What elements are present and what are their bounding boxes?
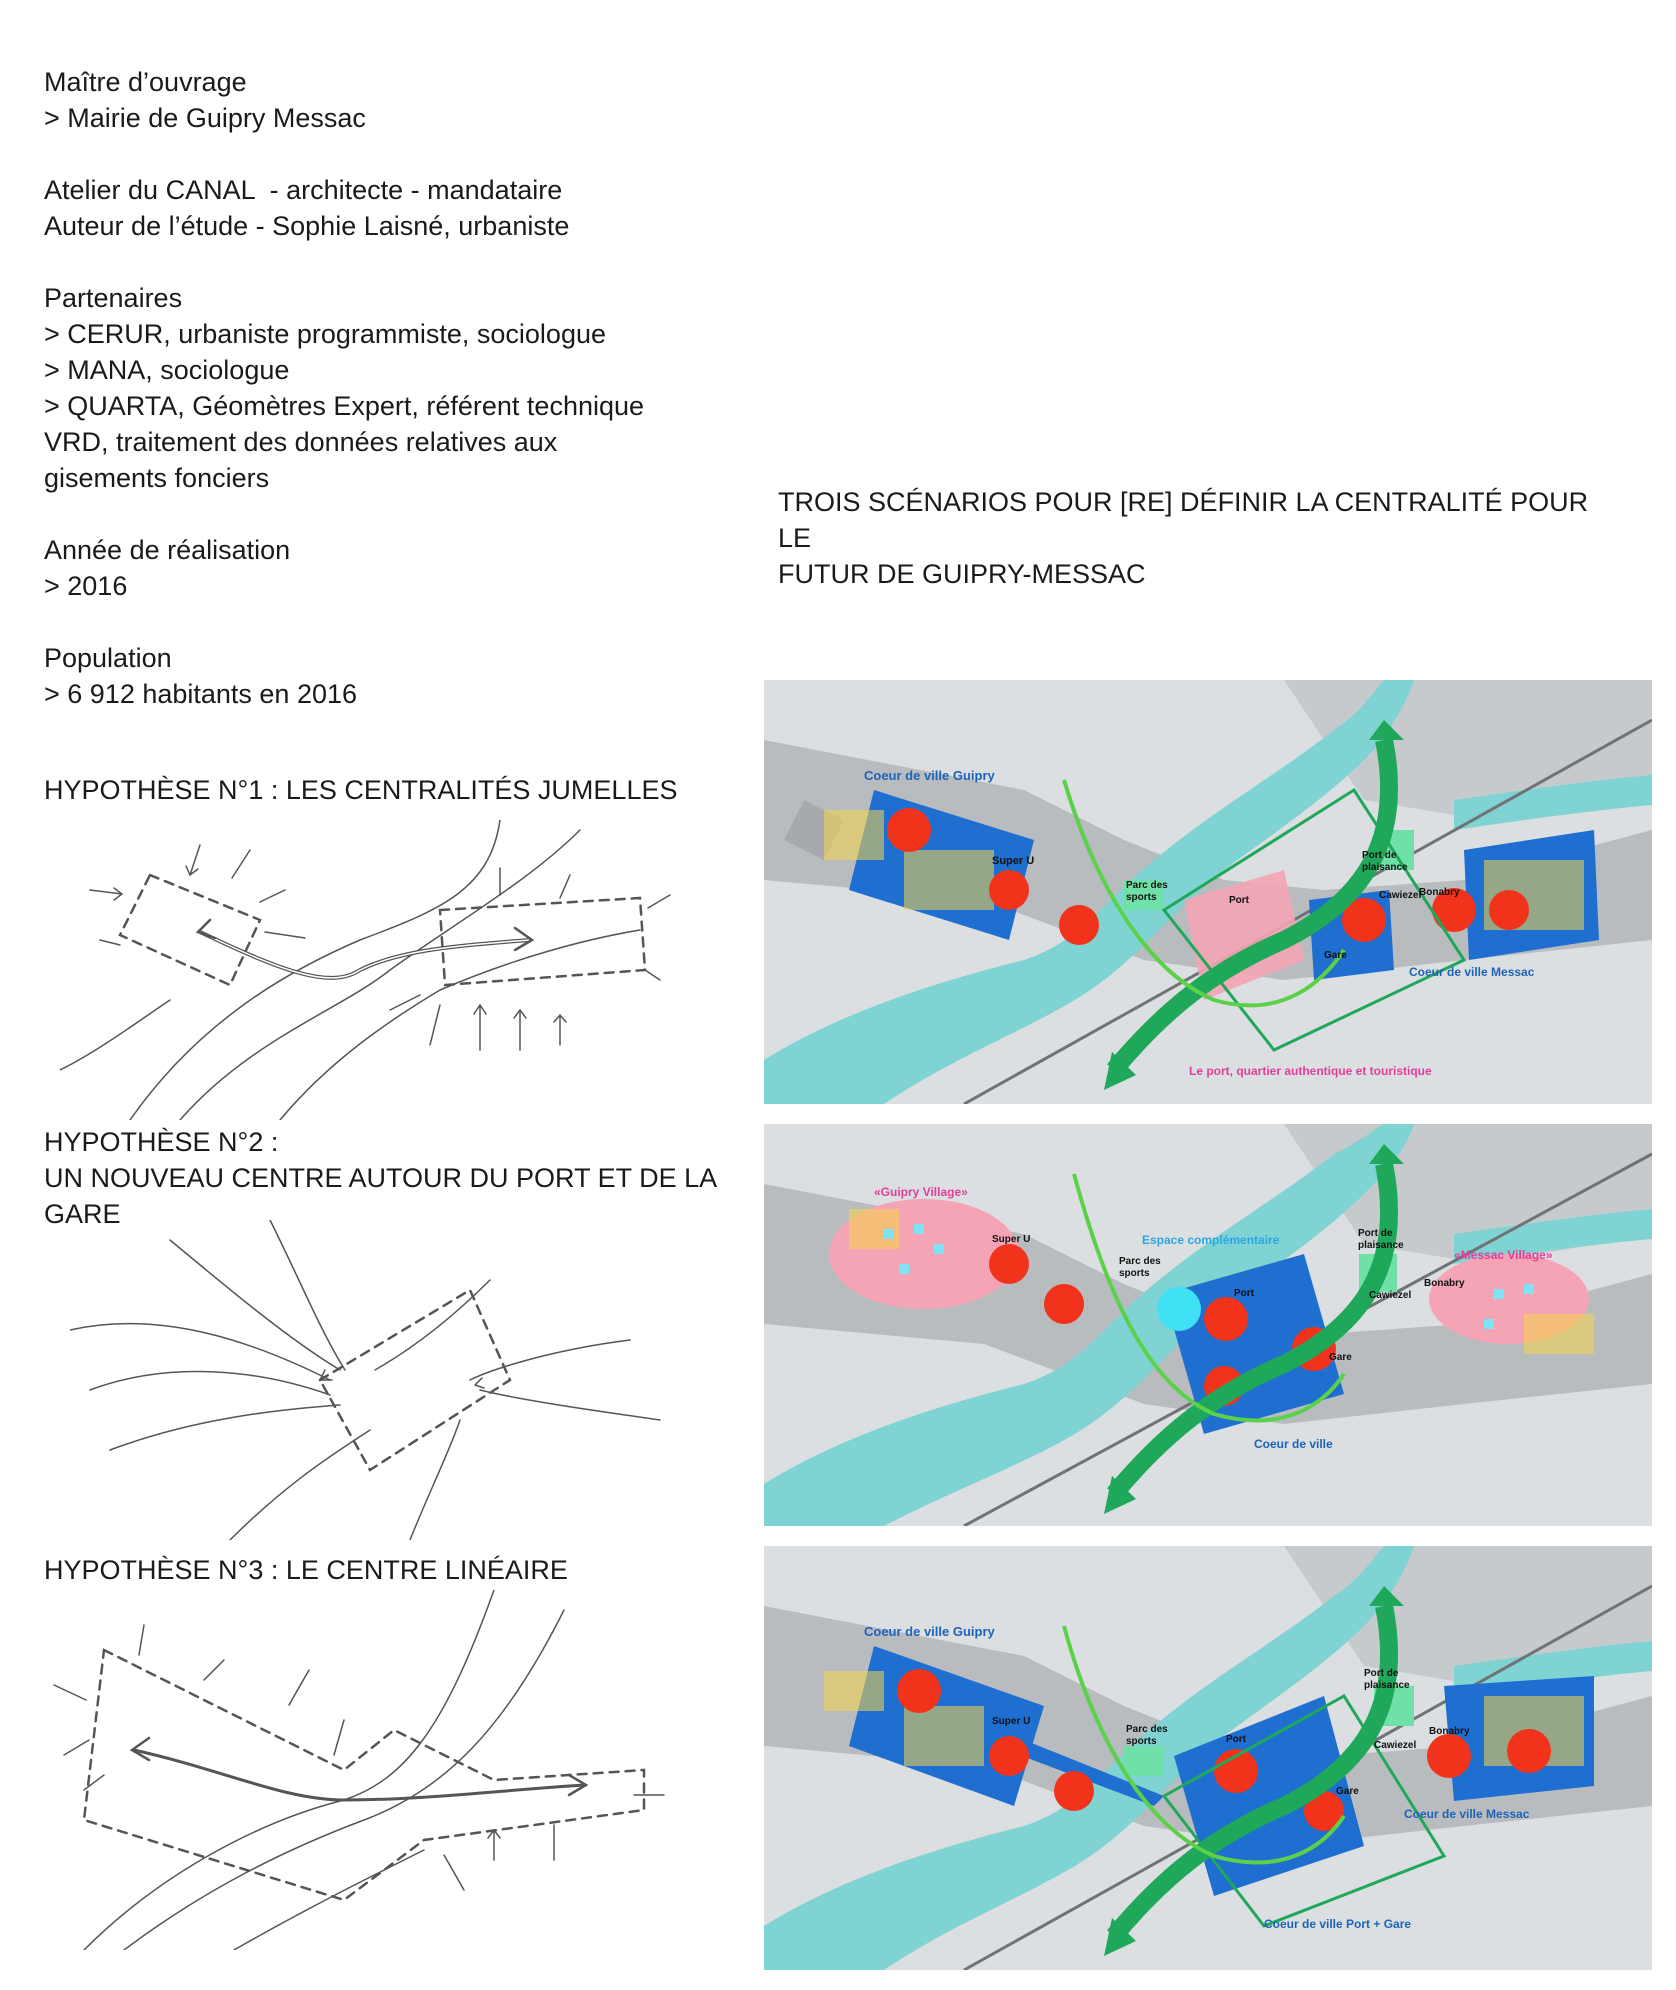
- project-info: [44, 64, 724, 712]
- maitre-value: > Mairie de Guipry Messac: [44, 103, 366, 133]
- map3-label-coeur-port-gare: Coeur de ville Port + Gare: [1264, 1917, 1412, 1931]
- map3-label-bonabry: Bonabry: [1429, 1726, 1470, 1737]
- map2-label-guipry-village: «Guipry Village»: [874, 1185, 968, 1199]
- atelier-line: Atelier du CANAL - architecte - mandataire: [44, 175, 563, 205]
- map1-label-cawiezel: Cawiezel: [1379, 890, 1422, 901]
- annee-value: > 2016: [44, 571, 128, 601]
- map1-label-port-plaisance-1: Port de: [1362, 850, 1397, 861]
- map2-label-port: Port: [1234, 1288, 1254, 1299]
- map-hypothesis-2: [764, 1124, 1652, 1526]
- population-value: > 6 912 habitants en 2016: [44, 679, 358, 709]
- map3-label-port-plaisance-1: Port de: [1364, 1668, 1399, 1679]
- map2-label-gare: Gare: [1329, 1352, 1352, 1363]
- map3-label-parc-2: sports: [1126, 1736, 1157, 1747]
- hypothesis-1-sketch: [60, 820, 680, 1120]
- map3-label-gare: Gare: [1336, 1786, 1359, 1797]
- population-label: Population: [44, 643, 172, 673]
- hypothesis-2-line3: GARE: [44, 1199, 121, 1229]
- hypothesis-1-title: [44, 772, 724, 808]
- map2-label-port-plaisance-2: plaisance: [1358, 1240, 1404, 1251]
- maitre-label: Maître d’ouvrage: [44, 67, 247, 97]
- map-hypothesis-1: [764, 680, 1652, 1104]
- map1-label-bonabry: Bonabry: [1419, 887, 1460, 898]
- hypothesis-3-sketch: [44, 1590, 684, 1950]
- map1-label-port: Port: [1229, 895, 1249, 906]
- map2-label-parc-1: Parc des: [1119, 1256, 1161, 1267]
- partenaire-item: VRD, traitement des données relatives aux: [44, 427, 558, 457]
- map3-label-port: Port: [1226, 1734, 1246, 1745]
- map1-label-quartier: Le port, quartier authentique et touristique: [1189, 1064, 1432, 1078]
- map2-label-coeur-ville: Coeur de ville: [1254, 1437, 1333, 1451]
- map3-label-super-u: Super U: [992, 1716, 1031, 1727]
- partenaire-item: gisements fonciers: [44, 463, 270, 493]
- map2-label-espace: Espace complémentaire: [1142, 1233, 1280, 1247]
- hypothesis-3-line1: HYPOTHÈSE N°3 : LE CENTRE LINÉAIRE: [44, 1555, 568, 1585]
- scenarios-title: [778, 484, 1628, 592]
- map1-label-coeur-guipry: Coeur de ville Guipry: [864, 768, 995, 783]
- map1-label-parc-1: Parc des: [1126, 880, 1168, 891]
- hypothesis-2-line1: HYPOTHÈSE N°2 :: [44, 1127, 279, 1157]
- hypothesis-2-title: [44, 1124, 724, 1232]
- map3-label-coeur-messac: Coeur de ville Messac: [1404, 1807, 1530, 1821]
- map-hypothesis-3: [764, 1546, 1652, 1970]
- partenaire-item: > CERUR, urbaniste programmiste, sociologue: [44, 319, 606, 349]
- map2-label-cawiezel: Cawiezel: [1369, 1290, 1412, 1301]
- map2-label-port-plaisance-1: Port de: [1358, 1228, 1393, 1239]
- map2-label-messac-village: «Messac Village»: [1454, 1248, 1553, 1262]
- hypothesis-2-sketch: [70, 1220, 670, 1540]
- map2-label-super-u: Super U: [992, 1234, 1031, 1245]
- map3-label-port-plaisance-2: plaisance: [1364, 1680, 1410, 1691]
- hypothesis-1-line1: HYPOTHÈSE N°1 : LES CENTRALITÉS JUMELLES: [44, 775, 678, 805]
- map3-label-cawiezel: Cawiezel: [1374, 1740, 1417, 1751]
- annee-label: Année de réalisation: [44, 535, 291, 565]
- map1-label-coeur-messac: Coeur de ville Messac: [1409, 965, 1535, 979]
- auteur-line: Auteur de l’étude - Sophie Laisné, urbaniste: [44, 211, 570, 241]
- partenaire-item: > QUARTA, Géomètres Expert, référent technique: [44, 391, 645, 421]
- partenaires-label: Partenaires: [44, 283, 183, 313]
- map3-label-parc-1: Parc des: [1126, 1724, 1168, 1735]
- map3-label-coeur-guipry: Coeur de ville Guipry: [864, 1624, 995, 1639]
- scenarios-title-line2: FUTUR DE GUIPRY-MESSAC: [778, 559, 1146, 589]
- map1-label-parc-2: sports: [1126, 892, 1157, 903]
- scenarios-title-line1: TROIS SCÉNARIOS POUR [RE] DÉFINIR LA CENTRALITÉ POUR LE: [778, 487, 1589, 553]
- partenaire-item: > MANA, sociologue: [44, 355, 290, 385]
- hypothesis-2-line2: UN NOUVEAU CENTRE AUTOUR DU PORT ET DE LA: [44, 1163, 718, 1193]
- map2-label-parc-2: sports: [1119, 1268, 1150, 1279]
- map1-label-super-u: Super U: [992, 855, 1035, 867]
- map1-label-gare: Gare: [1324, 950, 1347, 961]
- map1-label-port-plaisance-2: plaisance: [1362, 862, 1408, 873]
- hypothesis-3-title: [44, 1552, 724, 1588]
- map2-label-bonabry: Bonabry: [1424, 1278, 1465, 1289]
